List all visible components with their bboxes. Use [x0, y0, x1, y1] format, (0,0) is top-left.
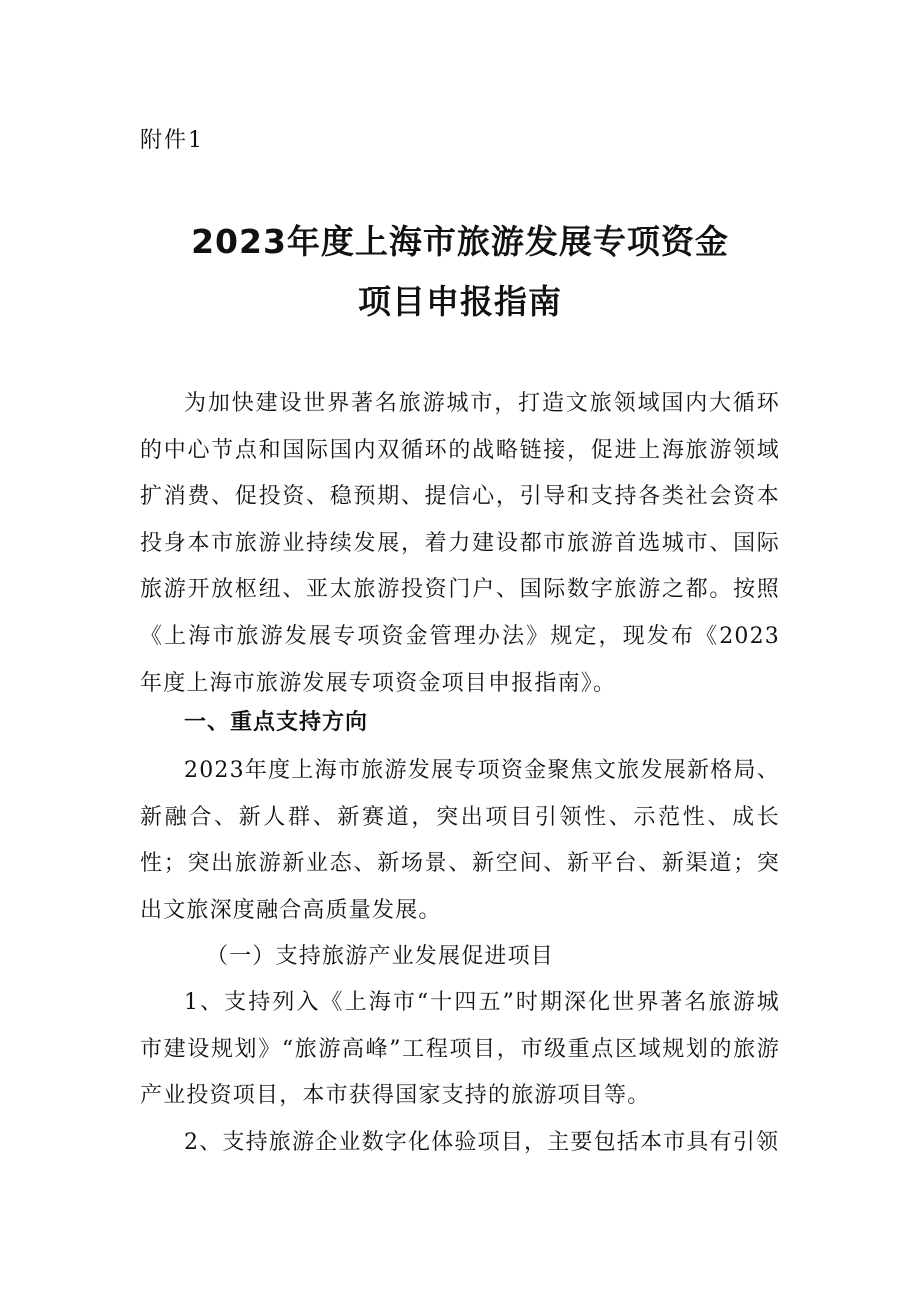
document-title-line-1: 2023年度上海市旅游发展专项资金: [191, 222, 729, 261]
document-title-line-2: 项目申报指南: [358, 282, 562, 321]
section-paragraph: 2023年度上海市旅游发展专项资金聚焦文旅发展新格局、新融合、新人群、新赛道，突出项目引领性、示范性、成长性；突出旅游新业态、新场景、新空间、新平台、新渠道；突出文旅深度融合高质量发展。: [140, 758, 780, 923]
subsection-heading: （一）支持旅游产业发展促进项目: [206, 944, 555, 969]
attachment-label: 附件1: [140, 128, 204, 153]
intro-paragraph: 为加快建设世界著名旅游城市，打造文旅领域国内大循环的中心节点和国际国内双循环的战略链接，促进上海旅游领域扩消费、促投资、稳预期、提信心，引导和支持各类社会资本投身本市旅游业持续发展，着力建设都市旅游首选城市、国际旅游开放枢纽、亚太旅游投资门户、国际数字旅游之都。按照《上海市旅游发展专项资金管理办法》规定，现发布《2023年度上海市旅游发展专项资金项目申报指南》。: [140, 391, 780, 696]
list-item-2: 2、支持旅游企业数字化体验项目，主要包括本市具有引领: [184, 1130, 780, 1155]
list-item-1: 1、支持列入《上海市“十四五”时期深化世界著名旅游城市建设规划》“旅游高峰”工程项目，市级重点区域规划的旅游产业投资项目，本市获得国家支持的旅游项目等。: [140, 990, 780, 1109]
section-heading: 一、重点支持方向: [184, 710, 369, 735]
